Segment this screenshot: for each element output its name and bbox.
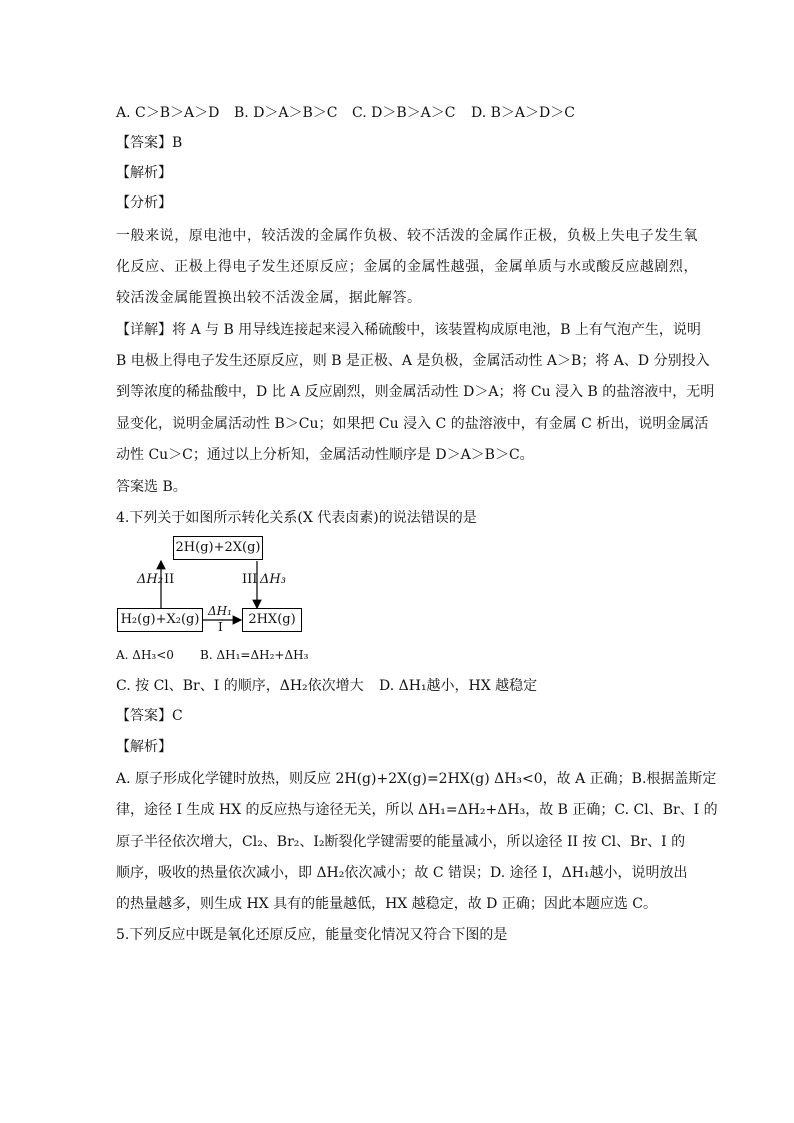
- label-dh1: ΔH₁: [208, 604, 232, 618]
- box-atoms: 2H(g)+2X(g): [173, 536, 263, 560]
- q4-analysis-line: 的热量越多，则生成 HX 具有的能量越低，HX 越稳定，故 D 正确；因此本题应选 C。: [116, 896, 657, 912]
- q3-option-c: C. D＞B＞A＞C: [352, 105, 456, 121]
- q4-analysis-line: 律，途径 I 生成 HX 的反应热与途径无关，所以 ΔH₁=ΔH₂+ΔH₃，故 B 正确；C. Cl、Br、I 的: [116, 802, 718, 818]
- label-route-ii: II: [164, 572, 175, 587]
- q4-options-ab: [116, 645, 308, 665]
- q3-detail-line: B 电极上得电子发生还原反应，则 B 是正极、A 是负极，金属活动性 A＞B；将 A、D 分别投入: [116, 353, 710, 369]
- q4-options-cd: [116, 676, 537, 696]
- label-route-iii: III: [242, 572, 258, 587]
- q3-answer: 【答案】B: [116, 135, 183, 151]
- q4-analysis-line: 顺序，吸收的热量依次减小，即 ΔH₂依次减小；故 C 错误；D. 途径 I，ΔH₁越小，说明放出: [116, 865, 688, 881]
- q3-fenxi-line: 一般来说，原电池中，较活泼的金属作负极、较不活泼的金属作正极，负极上失电子发生氧: [116, 228, 698, 244]
- q4-analysis-line: A. 原子形成化学键时放热，则反应 2H(g)+2X(g)=2HX(g) ΔH₃<0，故 A 正确；B.根据盖斯定: [116, 771, 717, 787]
- q4-option-d: D. ΔH₁越小，HX 越稳定: [379, 678, 538, 694]
- q4-option-a: A. ΔH₃<0: [116, 648, 174, 662]
- label-dh3: ΔH₃: [260, 572, 286, 587]
- q3-fenxi-heading: 【分析】: [116, 195, 172, 211]
- q4-analysis-heading: 【解析】: [116, 739, 172, 755]
- q4-energy-cycle-diagram: [116, 532, 316, 637]
- box-product: 2HX(g): [242, 608, 302, 632]
- q3-options: [116, 103, 575, 123]
- q3-conclusion: 答案选 B。: [116, 479, 187, 495]
- q5-stem: 5.下列反应中既是氧化还原反应，能量变化情况又符合下图的是: [116, 927, 508, 943]
- q3-option-d: D. B＞A＞D＞C: [471, 105, 575, 121]
- q3-detail-line: 动性 Cu＞C；通过以上分析知，金属活动性顺序是 D＞A＞B＞C。: [116, 447, 534, 463]
- box-reactants: H₂(g)+X₂(g): [117, 608, 203, 632]
- q3-fenxi-line: 较活泼金属能置换出较不活泼金属，据此解答。: [116, 290, 422, 306]
- q4-stem: 4.下列关于如图所示转化关系(X 代表卤素)的说法错误的是: [116, 510, 477, 526]
- q4-option-c: C. 按 Cl、Br、I 的顺序，ΔH₂依次增大: [116, 678, 364, 694]
- label-dh2: ΔH₂: [137, 572, 163, 587]
- label-route-i: I: [218, 620, 223, 634]
- q4-answer: 【答案】C: [116, 708, 183, 724]
- q4-option-b: B. ΔH₁=ΔH₂+ΔH₃: [200, 648, 309, 662]
- q3-option-b: B. D＞A＞B＞C: [234, 105, 338, 121]
- q3-analysis-heading: 【解析】: [116, 165, 172, 181]
- q3-fenxi-line: 化反应、正极上得电子发生还原反应；金属的金属性越强，金属单质与水或酸反应越剧烈，: [116, 259, 698, 275]
- q3-detail-line: 到等浓度的稀盐酸中，D 比 A 反应剧烈，则金属活动性 D＞A；将 Cu 浸入 B 的盐溶液中，无明: [116, 384, 715, 400]
- q4-analysis-line: 原子半径依次增大，Cl₂、Br₂、I₂断裂化学键需要的能量减小，所以途径 II 按 Cl、Br、I 的: [116, 834, 686, 850]
- q3-detail-line: 【详解】将 A 与 B 用导线连接起来浸入稀硫酸中，该装置构成原电池，B 上有气泡产生，说明: [116, 322, 701, 338]
- q3-detail-line: 显变化，说明金属活动性 B＞Cu；如果把 Cu 浸入 C 的盐溶液中，有金属 C 析出，说明金属活: [116, 416, 709, 432]
- q3-option-a: A. C＞B＞A＞D: [116, 105, 220, 121]
